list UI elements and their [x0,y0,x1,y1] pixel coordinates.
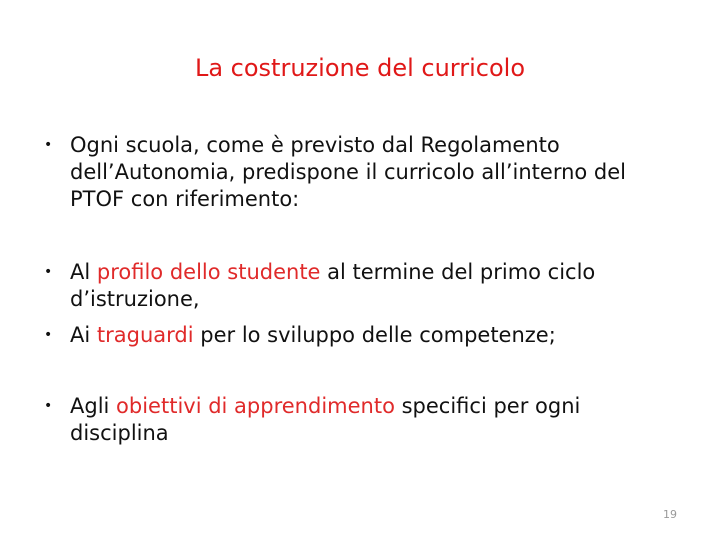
page-number: 19 [663,508,677,521]
bullet-item [44,132,684,213]
highlight-obiettivi: obiettivi di apprendimento [116,394,395,418]
bullet-item [44,322,684,349]
bullet-item [44,259,684,313]
bullet-text: Al profilo dello studente al termine del primo ciclo d’istruzione, [70,260,596,311]
bullet-dot-icon: • [44,327,53,343]
bullet-text: Ai traguardi per lo sviluppo delle competenze; [70,323,556,347]
slide-title: La costruzione del curricolo [194,54,526,82]
bullet-text: Ogni scuola, come è previsto dal Regolamento dell’Autonomia, predispone il curricolo all’interno del PTOF con riferimento: [70,133,627,211]
bullet-item [44,393,684,447]
bullet-dot-icon: • [44,137,53,153]
bullet-dot-icon: • [44,264,53,280]
bullet-dot-icon: • [44,398,53,414]
bullet-text: Agli obiettivi di apprendimento specifici per ogni disciplina [70,394,581,445]
highlight-traguardi: traguardi [96,323,194,347]
highlight-profilo-studente: profilo dello studente [96,260,321,284]
